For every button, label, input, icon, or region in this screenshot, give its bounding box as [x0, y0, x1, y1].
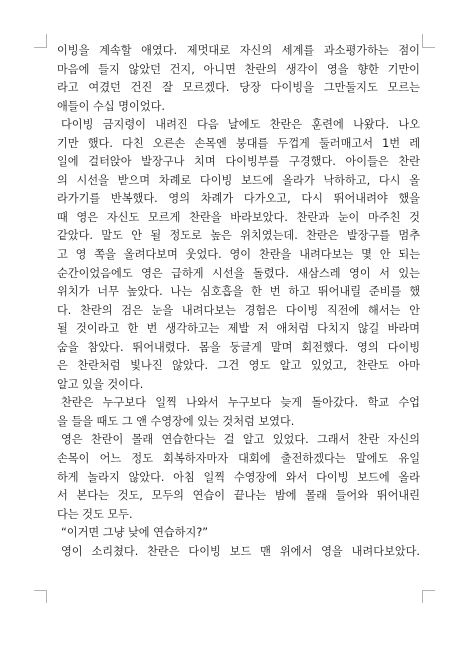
crop-mark-top-right-h — [422, 47, 435, 48]
crop-mark-top-right-v — [422, 34, 423, 47]
crop-mark-bottom-right-h — [422, 590, 435, 591]
text-line: 때 영은 자신도 모르게 찬란을 바라보았다. 찬란과 눈이 마주친 것 — [57, 210, 420, 224]
text-line: 의 시선을 받으며 차례로 다이빙 보드에 올라가 낙하하고, 다시 올 — [57, 173, 420, 187]
text-line: 고 영 쪽을 올려다보며 웃었다. 영이 찬란을 내려다보는 몇 안 되는 — [57, 248, 420, 262]
text-line: 알고 있을 것이다. — [57, 377, 144, 391]
text-line: 숨을 참았다. 뛰어내렸다. 몸을 둥글게 말며 회전했다. 영의 다이빙 — [57, 340, 420, 354]
text-line: 이빙을 계속할 애였다. 제멋대로 자신의 세계를 과소평가하는 점이 — [57, 44, 420, 57]
text-line: 영이 소리쳤다. 찬란은 다이빙 보드 맨 위에서 영을 내려다보았다. — [61, 544, 420, 558]
text-line: 을 들을 때도 그 앤 수영장에 있는 것처럼 보였다. — [57, 414, 295, 428]
text-line: 라고 여겼던 건진 잘 모르겠다. 당장 다이빙을 그만둘지도 모르는 — [57, 81, 420, 95]
text-line: 영은 찬란이 몰래 연습한다는 걸 알고 있었다. 그래서 찬란 자신의 — [61, 433, 420, 447]
text-line: 될 것이라고 한 번 생각하고는 제발 저 애처럼 다치지 않길 바라며 — [57, 322, 420, 336]
text-line: 기만 했다. 다친 오른손 손목엔 붕대를 두껍게 둘러매고서 1번 레 — [57, 136, 420, 150]
text-line: 다는 것도 모두. — [57, 507, 133, 521]
text-line: 찬란은 누구보다 일찍 나와서 누구보다 늦게 돌아갔다. 학교 수업 — [61, 396, 420, 410]
text-line: 애들이 수십 명이었다. — [57, 99, 165, 113]
crop-mark-bottom-left-v — [46, 590, 47, 603]
crop-mark-top-left-v — [46, 34, 47, 47]
crop-mark-top-left-h — [34, 47, 47, 48]
text-line: 라가기를 반복했다. 영의 차례가 다가오고, 다시 뛰어내려야 했을 — [57, 192, 420, 206]
text-line: 위치가 너무 높았다. 나는 심호흡을 한 번 하고 뛰어내릴 준비를 했 — [57, 285, 420, 299]
crop-mark-bottom-right-v — [422, 590, 423, 603]
text-line: 하게 놀라지 않았다. 아침 일찍 수영장에 와서 다이빙 보드에 올라 — [57, 470, 420, 484]
text-line: 손목이 어느 정도 회복하자마자 대회에 출전하겠다는 말에도 유일 — [57, 452, 420, 466]
body-text — [57, 42, 420, 561]
text-line: 서 본다는 것도, 모두의 연습이 끝나는 밤에 몰래 들어와 뛰어내린 — [57, 489, 420, 503]
text-line: 다이빙 금지령이 내려진 다음 날에도 찬란은 훈련에 나왔다. 나오 — [61, 118, 420, 132]
text-line: 순간이었음에도 영은 급하게 시선을 돌렸다. 새삼스레 영이 서 있는 — [57, 266, 420, 280]
text-line: 같았다. 말도 안 될 정도로 높은 위치였는데. 찬란은 발장구를 멈추 — [57, 229, 420, 243]
text-line: 다. 찬란의 검은 눈을 내려다보는 경험은 다이빙 직전에 해서는 안 — [57, 303, 420, 317]
text-line: 마음에 들지 않았던 건지, 아니면 찬란의 생각이 영을 향한 기만이 — [57, 62, 420, 76]
text-line: “이거면 그냥 낮에 연습하지?” — [61, 526, 209, 540]
text-line: 일에 걸터앉아 발장구나 치며 다이빙부를 구경했다. 아이들은 찬란 — [57, 155, 420, 169]
text-line: 은 찬란처럼 빛나진 않았다. 그건 영도 알고 있었고, 찬란도 아마 — [57, 359, 420, 373]
